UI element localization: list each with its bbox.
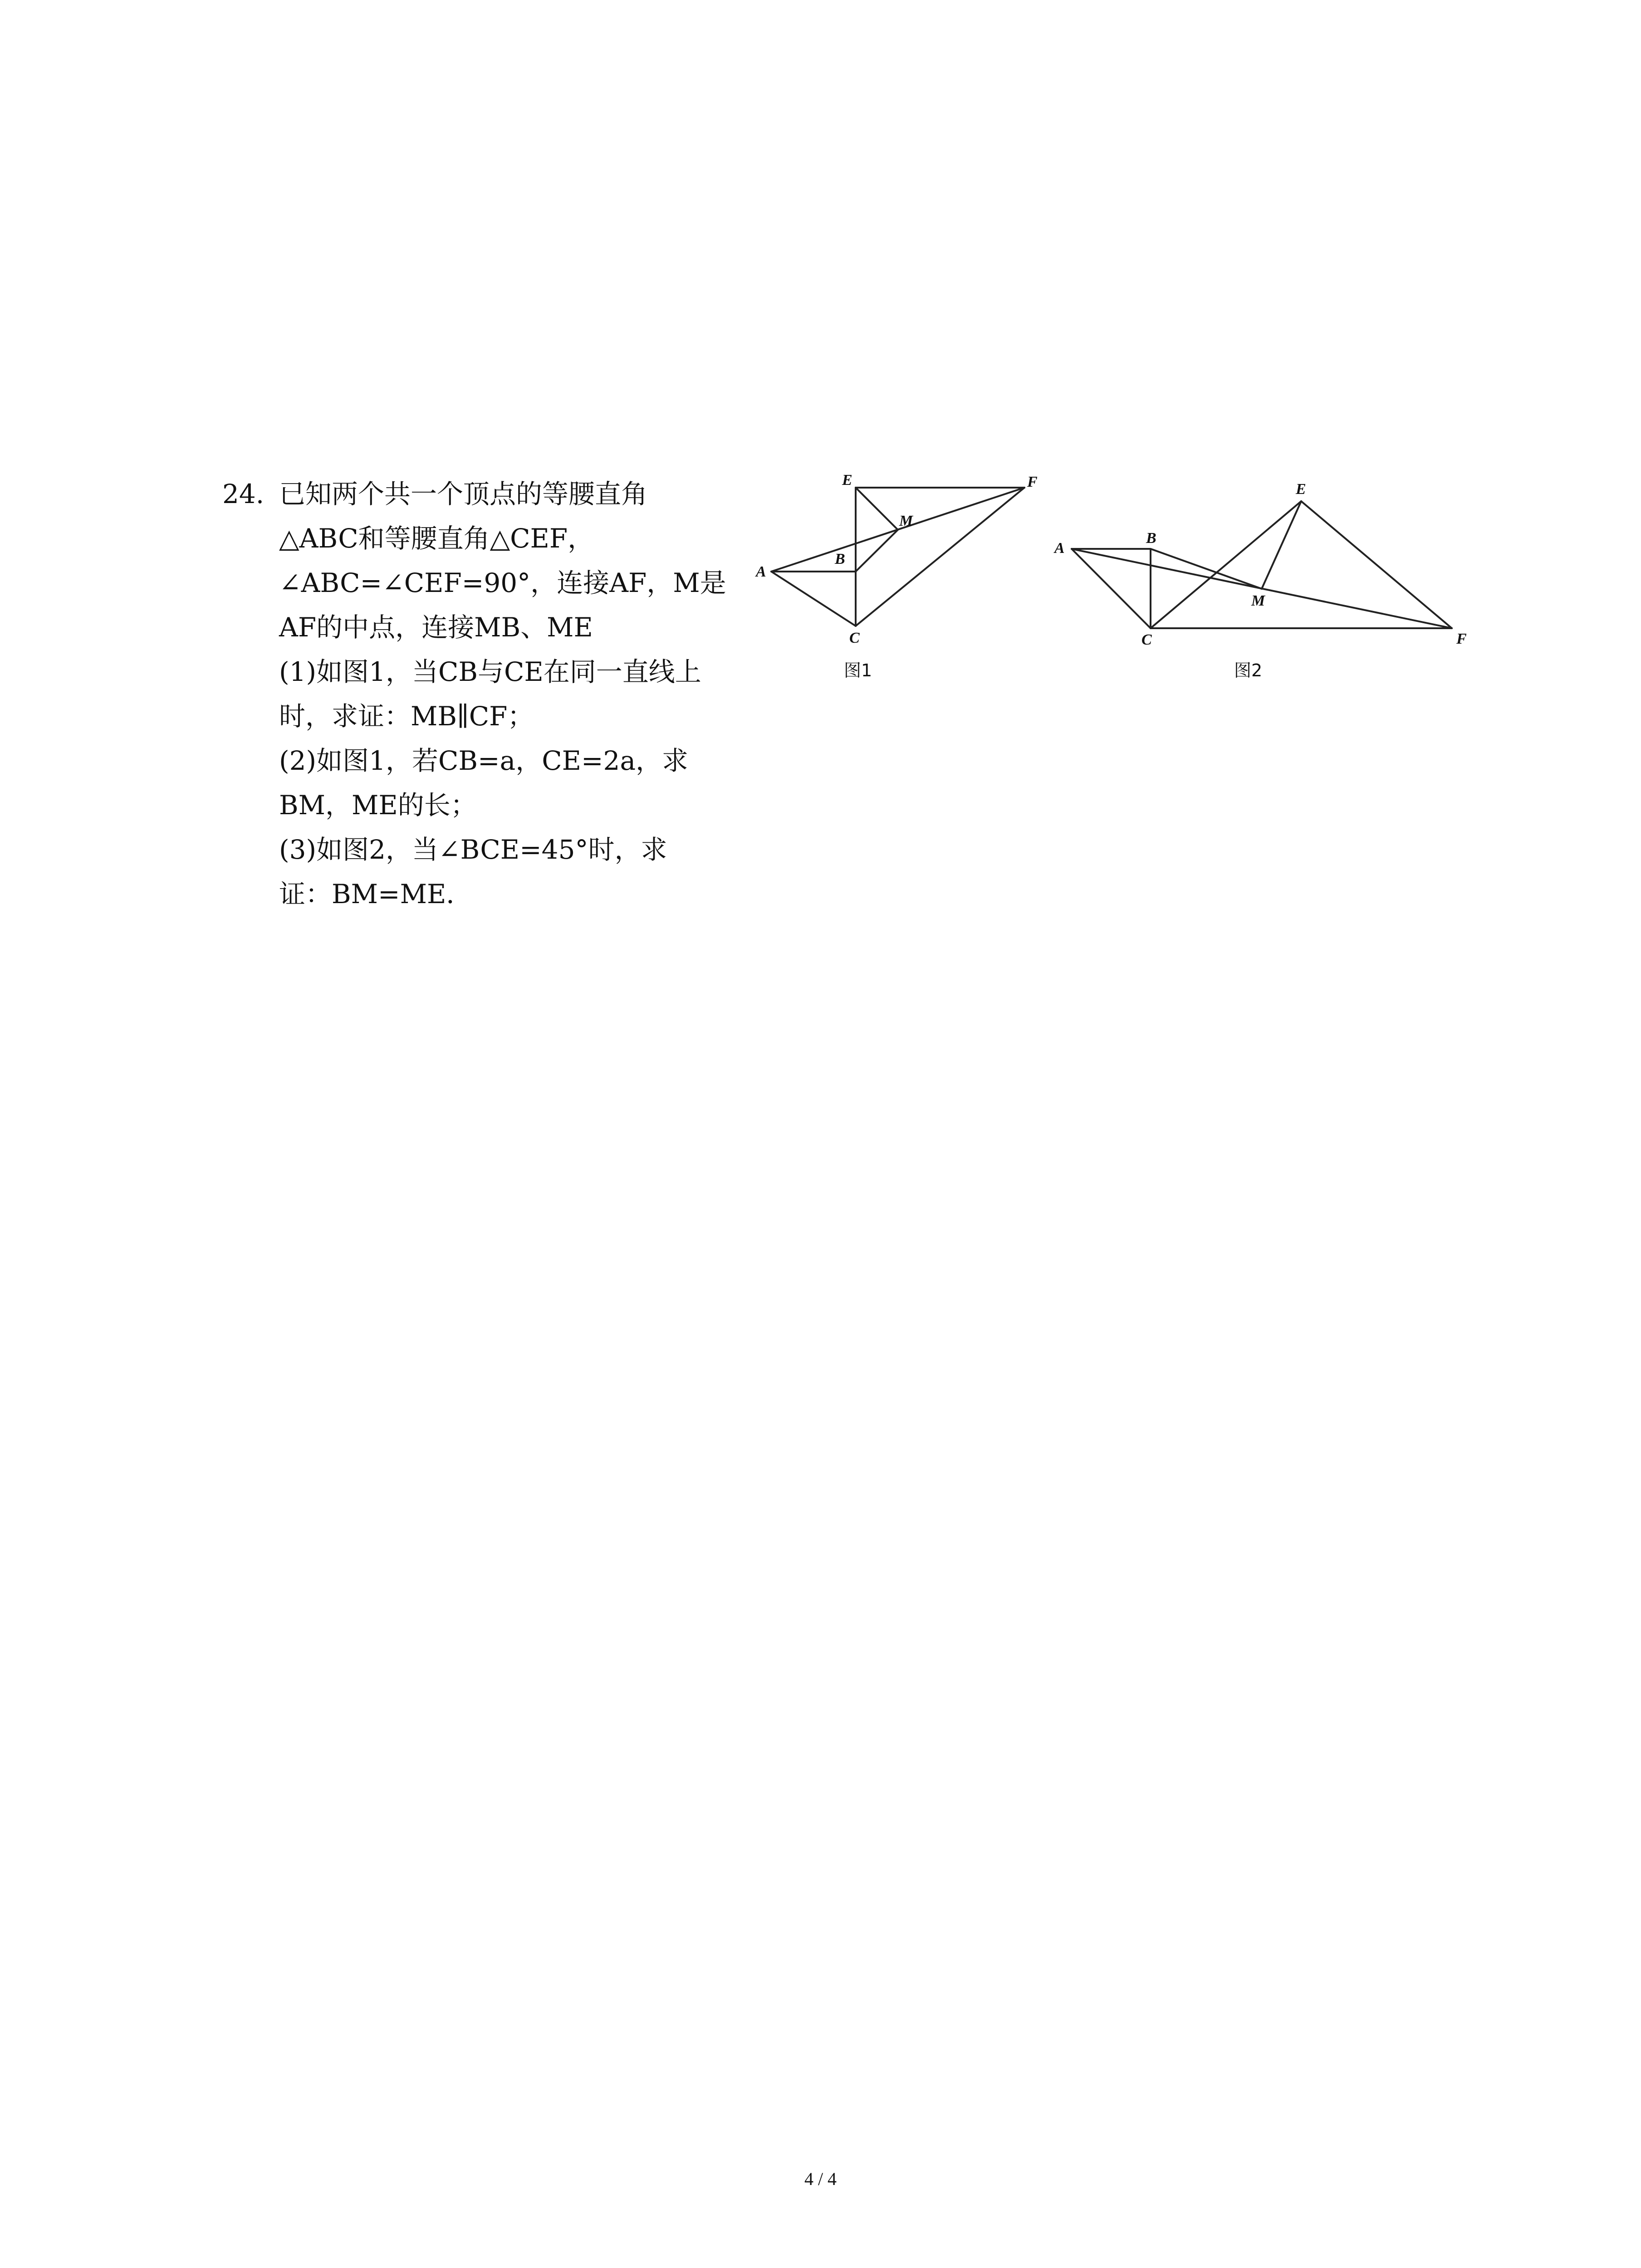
segment-AC xyxy=(1072,549,1151,628)
problem-text xyxy=(279,472,744,916)
figure-2-caption: 图2 xyxy=(1234,660,1263,680)
problem-number: 24. xyxy=(222,479,265,509)
problem-line: △ABC和等腰直角△CEF， xyxy=(279,523,594,554)
point-label-F: F xyxy=(1456,631,1467,647)
question-1-line: (1)如图1，当CB与CE在同一直线上 xyxy=(279,656,701,687)
problem-line: 已知两个共一个顶点的等腰直角 xyxy=(279,479,648,509)
question-2-line: (2)如图1，若CB=a，CE=2a，求 xyxy=(279,745,689,776)
page-number: 4 / 4 xyxy=(804,2169,837,2189)
figure-2-diagram xyxy=(1053,463,1479,689)
point-label-B: B xyxy=(1146,530,1156,547)
segment-AC xyxy=(771,572,856,626)
problem-line: ∠ABC=∠CEF=90°，连接AF，M是 xyxy=(279,567,726,598)
point-label-A: A xyxy=(756,563,766,580)
figure-1-diagram xyxy=(753,463,1043,689)
segment-EM xyxy=(1262,501,1301,589)
problem-24 xyxy=(222,472,744,916)
segment-CF xyxy=(856,488,1024,626)
point-label-B: B xyxy=(835,551,845,567)
point-label-C: C xyxy=(1141,631,1152,648)
point-label-A: A xyxy=(1054,540,1065,557)
question-1-line: 时，求证：MB∥CF； xyxy=(279,701,534,732)
segment-EF xyxy=(1301,501,1452,628)
question-2-line: BM，ME的长； xyxy=(279,790,477,821)
figure-1-caption: 图1 xyxy=(844,660,872,680)
problem-line: AF的中点，连接MB、ME xyxy=(279,612,593,643)
segment-EM xyxy=(856,488,898,530)
figure-1 xyxy=(753,463,1043,689)
point-label-M: M xyxy=(899,513,913,529)
segment-CE xyxy=(1151,501,1301,628)
point-label-E: E xyxy=(842,472,852,489)
question-3-line: 证：BM=ME． xyxy=(279,879,473,909)
question-3-line: (3)如图2，当∠BCE=45°时，求 xyxy=(279,834,667,865)
point-label-F: F xyxy=(1027,474,1038,490)
point-label-E: E xyxy=(1296,481,1306,498)
point-label-C: C xyxy=(849,630,860,646)
point-label-M: M xyxy=(1251,592,1265,609)
figure-2 xyxy=(1053,463,1479,689)
